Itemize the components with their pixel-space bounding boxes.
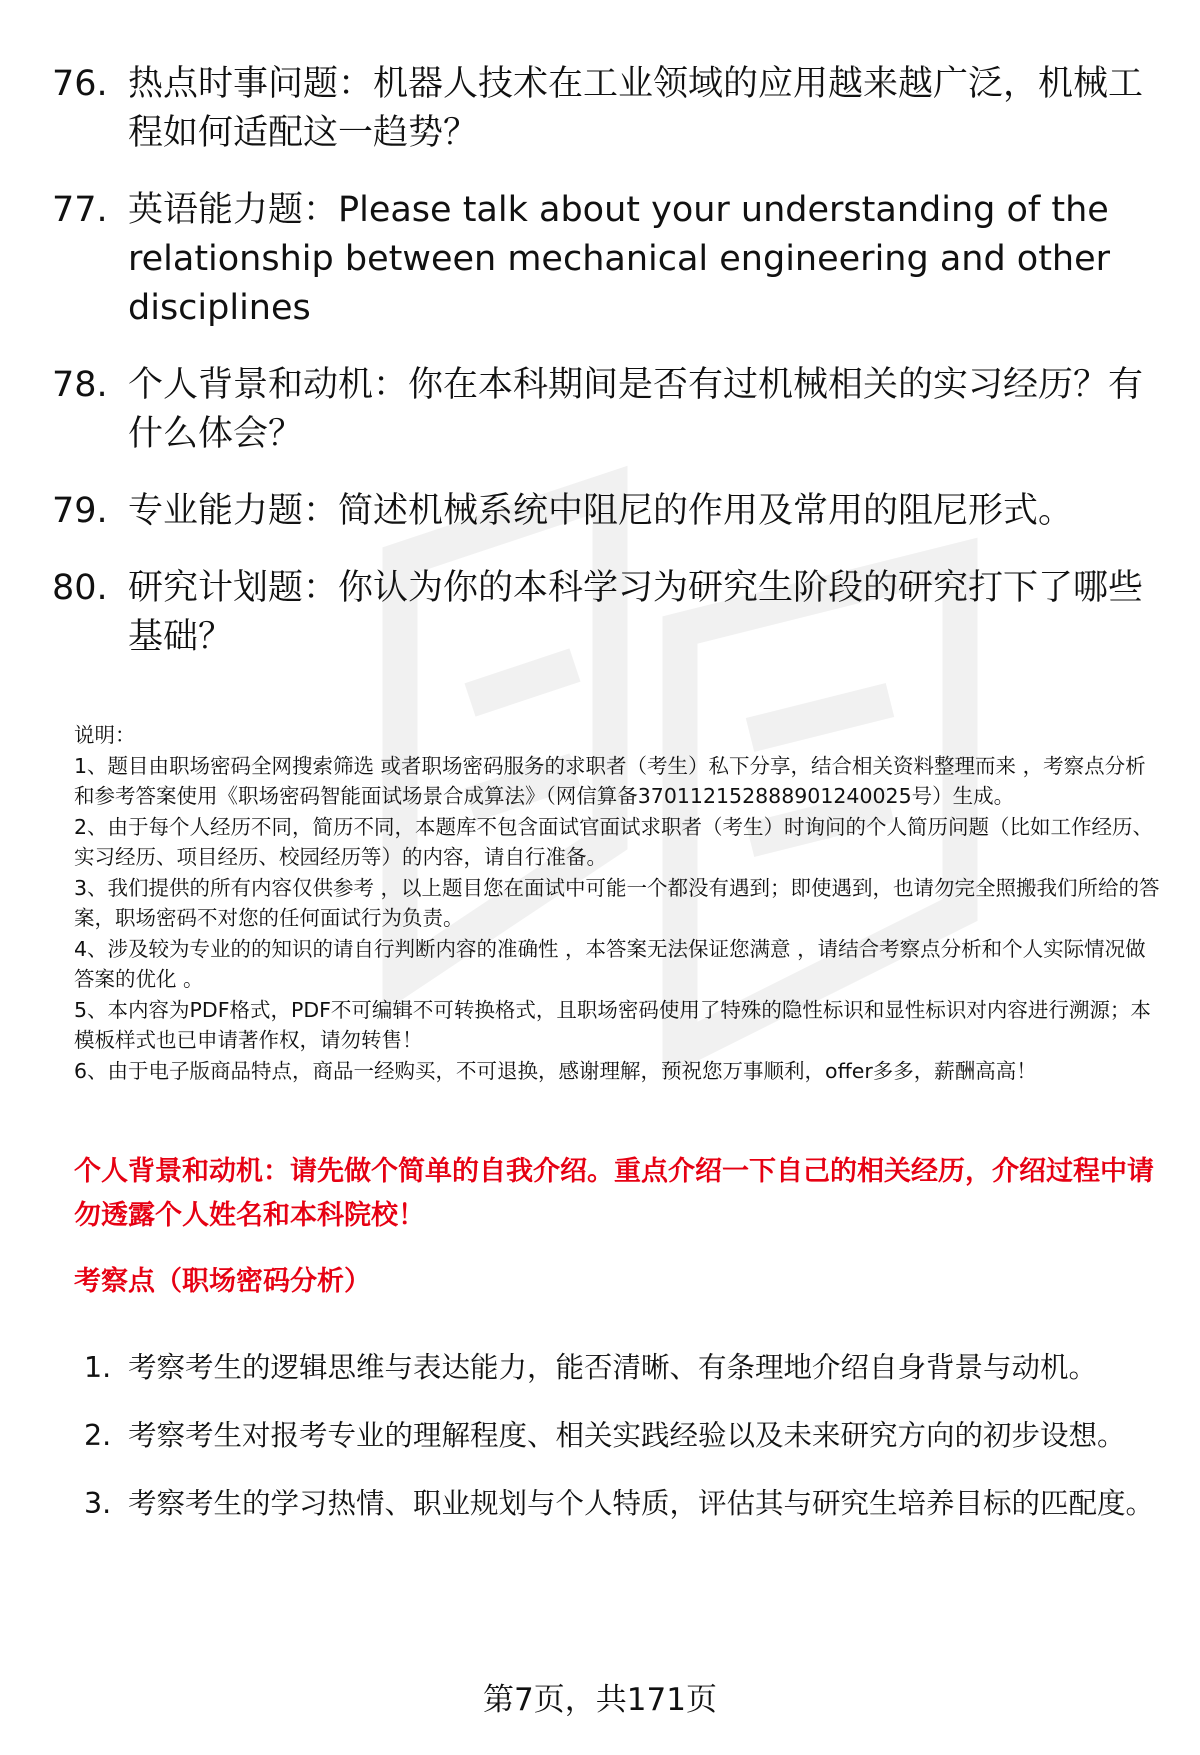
point-number: 3. — [84, 1487, 112, 1520]
note-item: 3、我们提供的所有内容仅供参考 ，以上题目您在面试中可能一个都没有遇到；即使遇到，也请勿完全照搬我们所给的答案，职场密码不对您的任何面试行为负责。 — [74, 875, 1160, 930]
page-footer: 第7页，共171页 — [483, 1682, 717, 1718]
analysis-point — [84, 1408, 1164, 1464]
notes-title: 说明： — [74, 723, 136, 747]
point-number: 2. — [84, 1419, 112, 1452]
question-text: 热点时事问题：机器人技术在工业领域的应用越来越广泛，机械工程如何适配这一趋势？ — [128, 64, 1144, 153]
question-text: 英语能力题：Please talk about your understanding of the relationship between mechanical engineering and other disciplines — [128, 190, 1111, 328]
question-item — [52, 564, 1152, 662]
note-item: 1、题目由职场密码全网搜索筛选 或者职场密码服务的求职者（考生）私下分享，结合相关资料整理而来 ，考察点分析和参考答案使用《职场密码智能面试场景合成算法》（网信算备370112152888901240025号）生成。 — [74, 753, 1146, 808]
point-text: 考察考生对报考专业的理解程度、相关实践经验以及未来研究方向的初步设想。 — [128, 1419, 1126, 1452]
question-number: 77. — [52, 190, 108, 230]
question-list — [52, 60, 1152, 690]
analysis-point — [84, 1340, 1164, 1396]
question-text: 专业能力题：简述机械系统中阻尼的作用及常用的阻尼形式。 — [128, 491, 1074, 531]
question-item — [52, 487, 1152, 536]
point-number: 1. — [84, 1351, 112, 1384]
note-item: 6、由于电子版商品特点，商品一经购买，不可退换，感谢理解，预祝您万事顺利，offer多多，薪酬高高！ — [74, 1058, 1037, 1083]
analysis-points-list — [84, 1340, 1164, 1544]
analysis-point — [84, 1476, 1164, 1532]
point-text: 考察考生的逻辑思维与表达能力，能否清晰、有条理地介绍自身背景与动机。 — [128, 1351, 1098, 1384]
question-text: 研究计划题：你认为你的本科学习为研究生阶段的研究打下了哪些基础？ — [128, 568, 1144, 657]
question-number: 76. — [52, 64, 108, 104]
question-number: 79. — [52, 491, 108, 531]
question-text: 个人背景和动机：你在本科期间是否有过机械相关的实习经历？有什么体会？ — [128, 365, 1144, 454]
question-item — [52, 60, 1152, 158]
question-item — [52, 186, 1152, 333]
note-item: 5、本内容为PDF格式，PDF不可编辑不可转换格式，且职场密码使用了特殊的隐性标识和显性标识对内容进行溯源；本模板样式也已申请著作权，请勿转售！ — [74, 997, 1151, 1052]
section-question-heading: 个人背景和动机：请先做个简单的自我介绍。重点介绍一下自己的相关经历，介绍过程中请勿透露个人姓名和本科院校！ — [74, 1156, 1154, 1231]
question-number: 78. — [52, 365, 108, 405]
point-text: 考察考生的学习热情、职业规划与个人特质，评估其与研究生培养目标的匹配度。 — [128, 1487, 1155, 1520]
disclaimer-notes — [74, 720, 1164, 1086]
note-item: 2、由于每个人经历不同，简历不同，本题库不包含面试官面试求职者（考生）时询问的个人简历问题（比如工作经历、实习经历、项目经历、校园经历等）的内容，请自行准备。 — [74, 814, 1154, 869]
analysis-points-heading: 考察点（职场密码分析） — [74, 1266, 371, 1297]
question-item — [52, 361, 1152, 459]
question-number: 80. — [52, 568, 108, 608]
note-item: 4、涉及较为专业的的知识的请自行判断内容的准确性 ，本答案无法保证您满意 ，请结合考察点分析和个人实际情况做答案的优化 。 — [74, 936, 1146, 991]
